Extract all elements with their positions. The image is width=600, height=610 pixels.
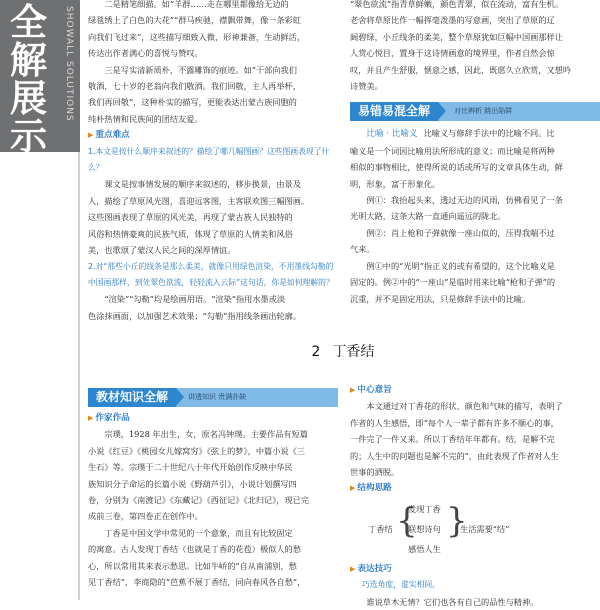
paragraph: 三是写实清新质朴，不露雕饰的痕迹。如“干部向我们: [104, 64, 297, 75]
paragraph: 作者的人生感悟，即“每个人一辈子都有许多不顺心的事，: [350, 417, 559, 428]
left-top-column: [88, 0, 338, 324]
example-line: 固定的。例②中的“一座山”是临时用来比喻“枪和子弹”的: [350, 277, 556, 288]
answer-line: 美，也歌颂了蒙汉人民之间的深厚情谊。: [88, 245, 236, 256]
right-brace-icon: }: [446, 500, 468, 541]
paragraph: 世事的洒脱。: [350, 467, 400, 478]
example-line: 例①：我抬起头来，透过无边的风雨，仿佛看见了一条: [366, 195, 563, 206]
series-title: 全 解 展 示: [10, 1, 47, 158]
answer-line: 这些图画表现了草原的风光美，再现了蒙古族人民独特的: [88, 212, 293, 223]
section-bar-label: 易错易混全解: [350, 102, 438, 121]
structure-heading: ▶ 结构思路: [350, 483, 392, 494]
paragraph: 生石》等。宗璞于二十世纪八十年代开始创作反映中华民: [88, 462, 293, 473]
paragraph: 谁说草木无情？它们也各有自己的品性与精神。: [366, 596, 539, 607]
triangle-bullet-icon: ▶: [350, 484, 356, 493]
paragraph: 敬酒，七十岁的老翁向我们敬酒。我们回敬，主人再举杯，: [88, 81, 301, 92]
diagram-branch: 感悟人生: [408, 543, 441, 554]
paragraph: 纯朴热情和民族间的团结友爱。: [88, 113, 203, 124]
diagram-root: 丁香结: [368, 523, 393, 534]
example-line: 沉重，并不是固定用法，只是修辞手法中的比喻。: [350, 293, 531, 304]
series-subtitle: SHOWALL SOLUTIONS: [64, 6, 74, 122]
diagram-branch: 发现丁香: [408, 503, 441, 514]
compare-line: 明，形象，富于形象化。: [350, 178, 441, 189]
example-line: 光明大路，这条大路一直通向遥远的陇北。: [350, 211, 506, 222]
paragraph: 族知识分子命运的长篇小说《野葫芦引》，小说计划撰写四: [88, 478, 297, 489]
paragraph: 小说《红豆》《桃园女儿嫁窝穷》《弦上的梦》，中篇小说《三: [88, 445, 305, 456]
paragraph: 传达出作者满心的喜悦与赞叹。: [88, 48, 203, 59]
section-bar-textbook: [88, 388, 338, 407]
paragraph: 卷，分别为《南渡记》《东藏记》《西征记》《北归记》，现已完: [88, 495, 310, 506]
example-line: 例②：肖上枪和子弹就像一座山似的，压得我喘不过: [366, 227, 555, 238]
section-bar-label: 教材知识全解: [88, 388, 176, 407]
answer-line: 色涂抹画面，以加强艺术效果；“勾勒”指用线条画出轮廓。: [88, 310, 302, 321]
paragraph: 绿毯绣上了白色的大花”“群马疾驰，襟飘带舞，像一条彩虹: [88, 15, 302, 26]
paragraph: “翠色欲流”指青草鲜嫩，颜色青翠，似在流动，富有生机。: [350, 0, 564, 9]
diagram-conclusion: 生活需要“结”: [460, 523, 510, 534]
section-bar-confusion: [350, 102, 600, 121]
paragraph: 一件完了一件又来。所以丁香结年年都有。结，是解不完: [350, 434, 555, 445]
paragraph: 心，所以常用其来表示愁思。比如牛峤的“自从南浦别，愁: [88, 560, 297, 571]
structure-diagram: [350, 497, 600, 561]
paragraph: 本文通过对丁香花的形状、颜色和气味的描写，表明了: [366, 401, 563, 412]
paragraph: 诗赞美。: [350, 81, 383, 92]
example-line: 气来。: [350, 244, 375, 255]
paragraph: 我们再回敬”，这种朴实的描写，更能表达出蒙古族同胞的: [88, 97, 297, 108]
answer-line: 风俗和热情豪爽的民族气质，体现了草原的人情美和风俗: [88, 228, 293, 239]
triangle-bullet-icon: ▶: [88, 414, 94, 422]
triangle-bullet-icon: ▶: [350, 386, 356, 394]
right-top-column: [350, 0, 600, 307]
question-1: 1.本文是按什么顺序来叙述的？描绘了哪几幅图画？这些图画表现了什么？: [88, 146, 330, 173]
paragraph: 向我们飞过来”，这些描写细致入微，形神兼备，生动鲜活，: [88, 31, 306, 42]
paragraph: 叹，并且产生舒服，惬意之感，因此，既愿久立欣赏，又想吟: [350, 64, 572, 75]
paragraph: 见丁香结”，李商隐的“芭蕉不展丁香结，同向春风各自愁”，: [88, 577, 306, 588]
right-bottom-column: [350, 382, 600, 610]
series-sidebar: [0, 0, 80, 158]
question-2: 2.对“那些小丘的线条是那么柔美，就像只用绿色渲染，不用墨线勾勒的中国画那样，到处翠色欲流，轻轻流入云际”这句话，你是如何理解的？: [88, 261, 334, 287]
compare-heading: 比喻 · 比喻义: [366, 129, 418, 140]
answer-line: “渲染”“勾勒”均是绘画用语。“渲染”指用水墨或淡: [104, 294, 286, 305]
paragraph: 宗璞，1928 年出生，女，原名冯钟璞。主要作品有短篇: [104, 429, 308, 440]
points-heading: ▶ 重点难点: [88, 130, 130, 141]
paragraph: 的寓意。古人发现丁香结（也就是丁香的花苞）极似人的愁: [88, 544, 301, 555]
paragraph: 成前三卷，第四卷正在创作中。: [88, 511, 203, 522]
sidebar-divider: [78, 152, 80, 600]
triangle-bullet-icon: ▶: [88, 131, 94, 140]
technique-heading: ▶ 表达技巧: [350, 563, 392, 574]
triangle-bullet-icon: ▶: [350, 564, 356, 573]
center-heading: ▶ 中心意旨: [350, 385, 392, 395]
section-bar-subtitle: 讲透知识 贵满扑缺: [188, 393, 247, 401]
paragraph: 老舍将草原比作一幅挥毫泼墨的写意画，突出了草原的辽: [350, 15, 555, 26]
paragraph: 阔碧绿，小丘线条的柔美，整个草原犹如巨幅中国画那样让: [350, 31, 563, 42]
example-line: 例①中的“光明”指正义的或有希望的，这个比喻义是: [366, 260, 555, 271]
answer-line: 人，描绘了草原风光图，喜迎远客图，主客联欢图三幅图画。: [88, 195, 310, 206]
left-bottom-column: [88, 388, 338, 590]
paragraph: 丁香是中国文学中常见的一个意象，而且有比较固定: [104, 527, 293, 538]
paragraph: 人赏心悦目，置身于这诗情画意的境界里，作者自然会惊: [350, 48, 555, 59]
lesson-title: [86, 338, 600, 366]
left-brace-icon: {: [396, 500, 418, 541]
diagram-branch: 联想诗句: [408, 523, 441, 534]
section-bar-subtitle: 对比辨析 跳出陷阱: [454, 107, 513, 116]
answer-line: 课文是按事情发展的顺序来叙述的，移步换景，由景及: [104, 179, 301, 190]
paragraph: 的；人生中的问题也是解不完的”，由此表现了作者对人生: [350, 450, 559, 461]
lesson-number: 2: [311, 344, 321, 360]
paragraph: 二是精笔细描。如“羊群……走在哪里都像给无边的: [104, 0, 289, 9]
lesson-name: 丁香结: [332, 344, 375, 360]
author-heading: ▶ 作家作品: [88, 413, 130, 423]
technique-subheading: 巧选角度，虚实相间。: [362, 580, 440, 590]
compare-line: 喻义是一个词因比喻用法所形成的意义；而比喻是将两种: [350, 145, 555, 156]
compare-line: 相似的事物相比，使得所说的话或所写的文章具体生动，鲜: [350, 162, 563, 173]
compare-line: 比喻 · 比喻义 比喻义与修辞手法中的比喻不同。比: [366, 128, 555, 140]
